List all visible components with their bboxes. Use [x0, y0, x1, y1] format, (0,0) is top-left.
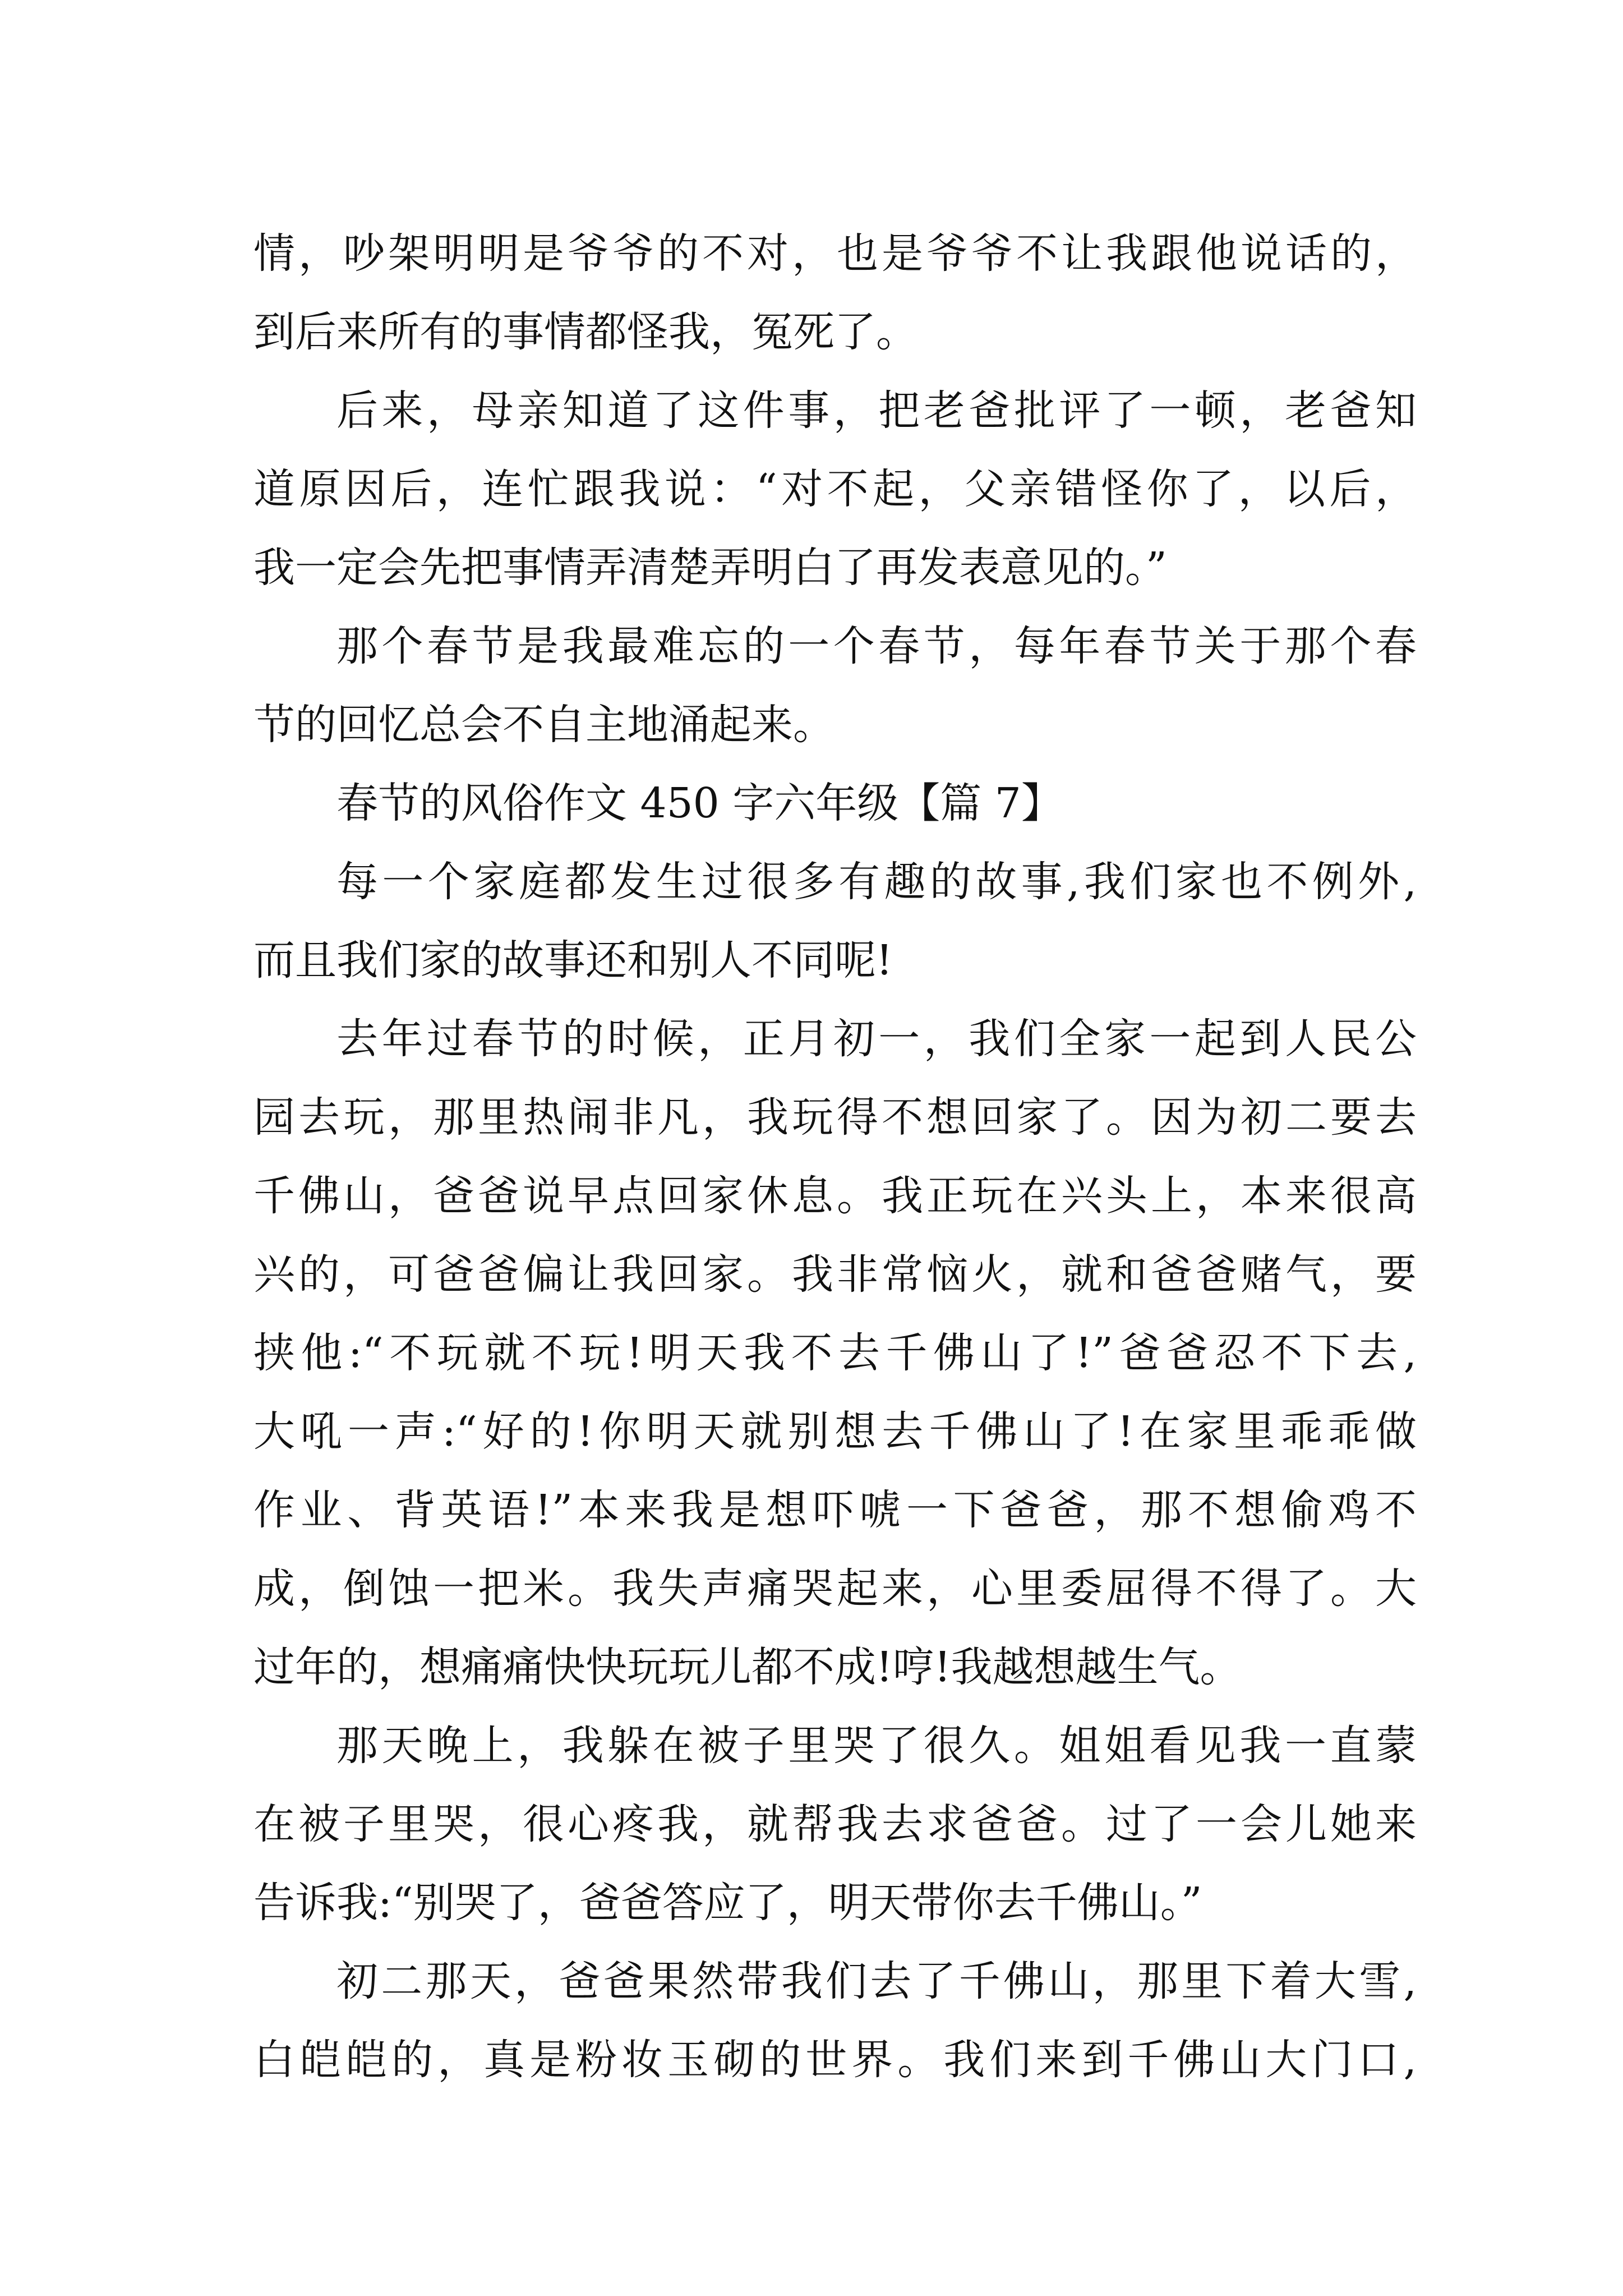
- paragraph-line: 而且我们家的故事还和别人不同呢!: [253, 936, 893, 984]
- paragraph-line: 每一个家庭都发生过很多有趣的故事,我们家也不例外,: [336, 858, 1417, 906]
- paragraph-line: 白皑皑的，真是粉妆玉砌的世界。我们来到千佛山大门口,: [253, 2036, 1417, 2084]
- paragraph-line: 大吼一声:“好的!你明天就别想去千佛山了!在家里乖乖做: [253, 1407, 1417, 1456]
- paragraph: [253, 214, 1417, 371]
- paragraph-line: 节的回忆总会不自主地涌起来。: [253, 701, 834, 749]
- paragraph: [253, 843, 1417, 1000]
- paragraph-line: 情，吵架明明是爷爷的不对，也是爷爷不让我跟他说话的，: [253, 229, 1417, 278]
- paragraph-line: 我一定会先把事情弄清楚弄明白了再发表意见的。”: [253, 544, 1167, 592]
- paragraph-line: 初二那天，爸爸果然带我们去了千佛山，那里下着大雪,: [336, 1957, 1417, 2005]
- paragraph: [253, 371, 1417, 607]
- paragraph-line: 后来，母亲知道了这件事，把老爸批评了一顿，老爸知: [336, 386, 1417, 435]
- paragraph-line: 那天晚上，我躲在被子里哭了很久。姐姐看见我一直蒙: [336, 1722, 1417, 1770]
- paragraph-line: 那个春节是我最难忘的一个春节，每年春节关于那个春: [336, 622, 1417, 670]
- paragraph-line: 在被子里哭，很心疼我，就帮我去求爸爸。过了一会儿她来: [253, 1800, 1417, 1848]
- paragraph: [253, 607, 1417, 764]
- section-heading: [253, 764, 1417, 843]
- paragraph-line: 道原因后，连忙跟我说：“对不起，父亲错怪你了，以后，: [253, 465, 1417, 513]
- document-body: [253, 214, 1417, 2099]
- paragraph-line: 挟他:“不玩就不玩!明天我不去千佛山了!”爸爸忍不下去,: [253, 1329, 1417, 1377]
- paragraph-line: 过年的，想痛痛快快玩玩儿都不成!哼!我越想越生气。: [253, 1643, 1242, 1691]
- paragraph-line: 千佛山，爸爸说早点回家休息。我正玩在兴头上，本来很高: [253, 1172, 1417, 1220]
- paragraph-line: 作业、背英语!”本来我是想吓唬一下爸爸，那不想偷鸡不: [253, 1486, 1417, 1534]
- paragraph: [253, 1706, 1417, 1942]
- paragraph: [253, 1942, 1417, 2099]
- paragraph-line: 成，倒蚀一把米。我失声痛哭起来，心里委屈得不得了。大: [253, 1565, 1417, 1613]
- paragraph-line: 去年过春节的时候，正月初一，我们全家一起到人民公: [336, 1015, 1417, 1063]
- paragraph-line: 园去玩，那里热闹非凡，我玩得不想回家了。因为初二要去: [253, 1093, 1417, 1142]
- paragraph-line: 到后来所有的事情都怪我，冤死了。: [253, 308, 917, 356]
- paragraph-line: 兴的，可爸爸偏让我回家。我非常恼火，就和爸爸赌气，要: [253, 1250, 1417, 1299]
- section-heading-text: 春节的风俗作文 450 字六年级【篇 7】: [336, 779, 1063, 827]
- paragraph-line: 告诉我:“别哭了，爸爸答应了，明天带你去千佛山。”: [253, 1879, 1202, 1927]
- paragraph: [253, 1000, 1417, 1706]
